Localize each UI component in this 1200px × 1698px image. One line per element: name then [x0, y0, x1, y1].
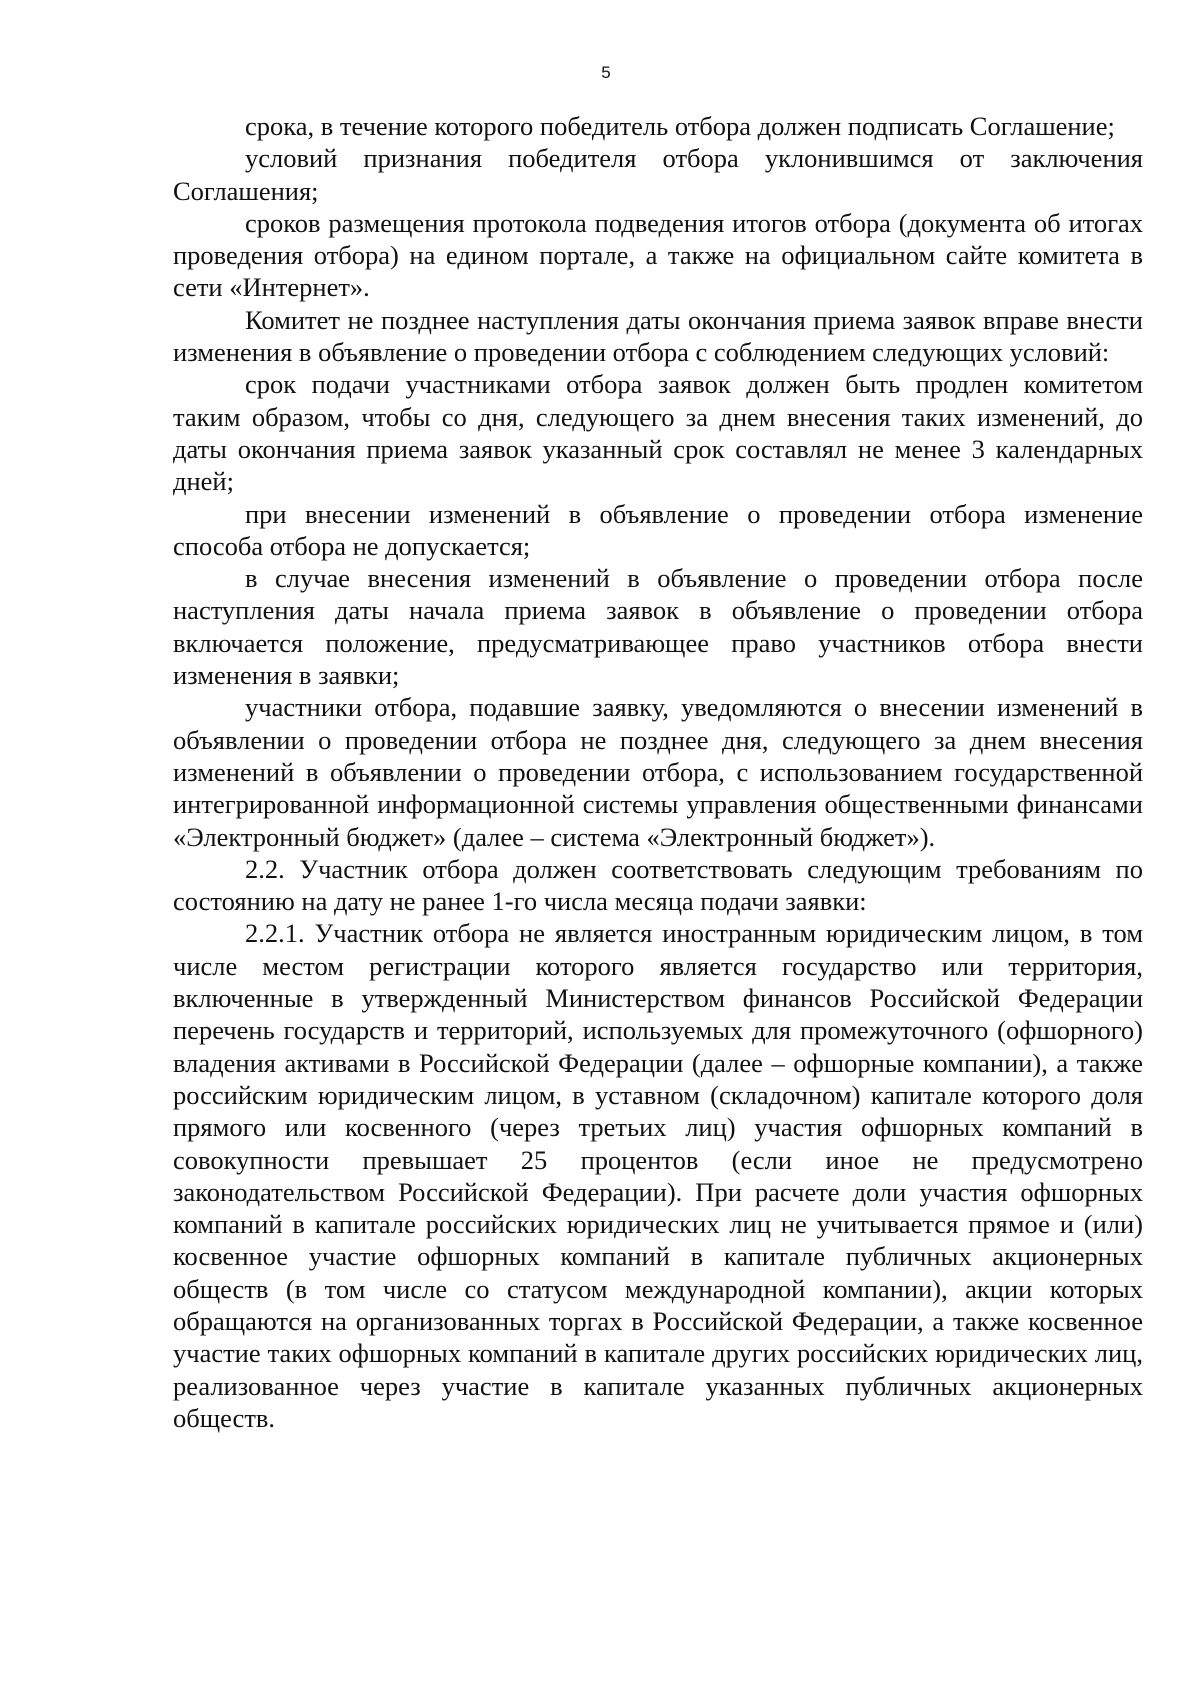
paragraph-application-changes-right: в случае внесения изменений в объявление о проведении отбора после наступления даты начала приема заявок в объявление о проведении отбора включается положение, предусматривающее право участников отбора внести изменения в заявки;	[173, 563, 1143, 691]
paragraph-agreement-signing-deadline: срока, в течение которого победитель отбора должен подписать Соглашение;	[245, 111, 1115, 141]
paragraph-section-2-2-requirements: 2.2. Участник отбора должен соответствовать следующим требованиям по состоянию на дату не ранее 1-го числа месяца подачи заявки:	[173, 853, 1143, 917]
paragraph-participant-notification: участники отбора, подавшие заявку, уведомляются о внесении изменений в объявлении о проведении отбора не позднее дня, следующего за днем внесения изменений в объявлении о проведении отбора, с использованием государственной интегрированной информационной системы управления общественными финансами «Электронный бюджет» (далее – система «Электронный бюджет»).	[173, 692, 1143, 852]
paragraph-protocol-publication-deadlines: сроков размещения протокола подведения итогов отбора (документа об итогах проведения отбора) на едином портале, а также на официальном сайте комитета в сети «Интернет».	[173, 207, 1143, 303]
paragraph-submission-period-extension: срок подачи участниками отбора заявок должен быть продлен комитетом таким образом, чтобы со дня, следующего за днем внесения таких изменений, до даты окончания приема заявок указанный срок составлял не менее 3 календарных дней;	[173, 369, 1143, 497]
paragraph-selection-method-unchanged: при внесении изменений в объявление о проведении отбора изменение способа отбора не допускается;	[173, 498, 1143, 561]
page-number: 5	[601, 63, 611, 82]
document-body	[173, 110, 1143, 1434]
paragraph-winner-evasion-conditions: условий признания победителя отбора уклонившимся от заключения Соглашения;	[173, 143, 1143, 206]
paragraph-committee-amendment-rights: Комитет не позднее наступления даты окончания приема заявок вправе внести изменения в объявление о проведении отбора с соблюдением следующих условий:	[173, 304, 1143, 368]
paragraph-section-2-2-1-offshore: 2.2.1. Участник отбора не является иностранным юридическим лицом, в том числе местом регистрации которого является государство или территория, включенные в утвержденный Министерством финансов Российской Федерации перечень государств и территорий, используемых для промежуточного (офшорного) владения активами в Российской Федерации (далее – офшорные компании), а также российским юридическим лицом, в уставном (складочном) капитале которого доля прямого или косвенного (через третьих лиц) участия офшорных компаний в совокупности превышает 25 процентов (если иное не предусмотрено законодательством Российской Федерации). При расчете доли участия офшорных компаний в капитале российских юридических лиц не учитывается прямое и (или) косвенное участие офшорных компаний в капитале публичных акционерных обществ (в том числе со статусом международной компании), акции которых обращаются на организованных торгах в Российской Федерации, а также косвенное участие таких офшорных компаний в капитале других российских юридических лиц, реализованное через участие в капитале указанных публичных акционерных обществ.	[173, 918, 1143, 1433]
